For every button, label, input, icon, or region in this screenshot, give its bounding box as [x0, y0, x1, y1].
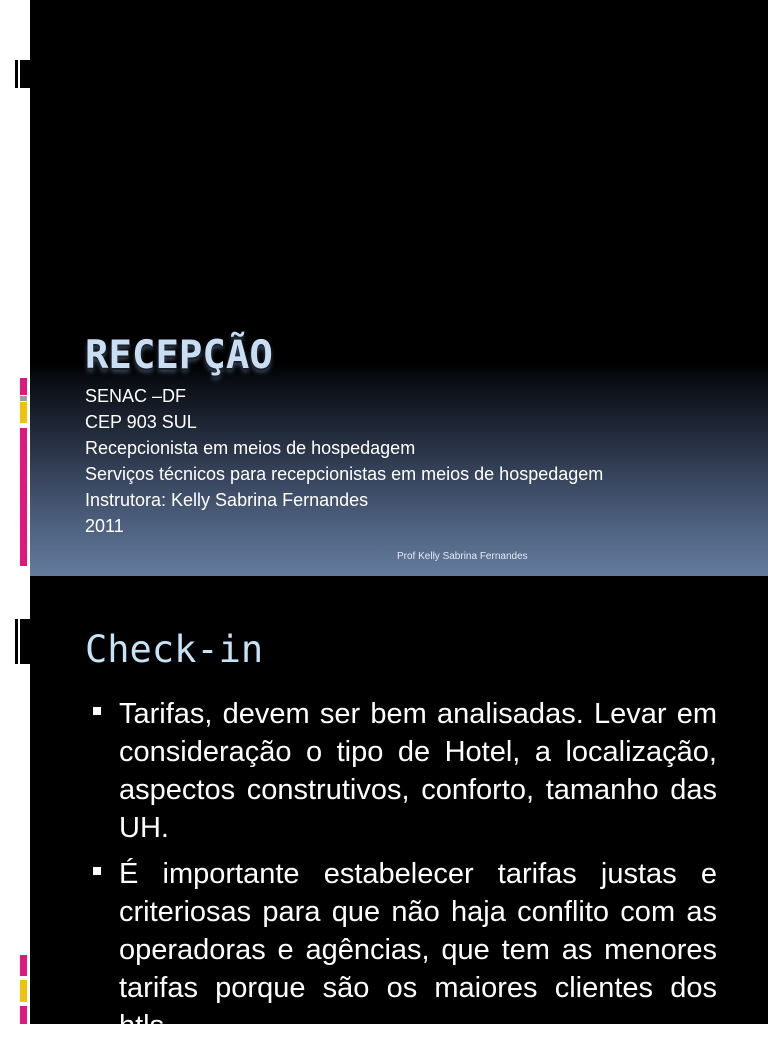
bullet-text: Tarifas, devem ser bem analisadas. Levar em consideração o tipo de Hotel, a localização, aspectos construtivos, conforto, tamanho das UH.: [119, 698, 717, 844]
list-item: [119, 695, 717, 847]
accent-bar-yellow: [20, 402, 27, 423]
slide-title: Check-in: [85, 628, 264, 671]
accent-bar-grey: [20, 396, 27, 401]
subtitle-line-institution: SENAC –DF: [85, 386, 187, 406]
square-bullet-icon: [93, 707, 101, 715]
subtitle-line-module: Serviços técnicos para recepcionistas em meios de hospedagem: [85, 464, 604, 484]
list-item: [119, 855, 717, 1045]
accent-bar-pink: [20, 1006, 27, 1024]
bullet-list: [119, 695, 717, 1053]
bullet-text: É importante estabelecer tarifas justas e criteriosas para que não haja conflito com as operadoras e agências, que tem as menores tarifas porque são os maiores clientes dos htls.: [119, 858, 717, 1042]
accent-bar-pink: [20, 428, 27, 566]
slide-subtitle: [85, 383, 603, 539]
content-slide: [30, 576, 768, 1042]
title-slide: [30, 0, 768, 576]
slide-edge-marker: [15, 60, 18, 88]
slide-edge-marker: [15, 619, 18, 664]
subtitle-line-year: 2011: [85, 516, 124, 536]
subtitle-line-instructor: Instrutora: Kelly Sabrina Fernandes: [85, 490, 369, 510]
slide-footer: Prof Kelly Sabrina Fernandes: [397, 551, 528, 562]
accent-bar-pink: [20, 378, 27, 395]
slide-edge-marker: [20, 60, 30, 88]
square-bullet-icon: [93, 867, 101, 875]
slide-edge-marker: [20, 619, 30, 664]
subtitle-line-course: Recepcionista em meios de hospedagem: [85, 438, 416, 458]
subtitle-line-location: CEP 903 SUL: [85, 412, 197, 432]
accent-bar-yellow: [20, 980, 27, 1002]
accent-bar-pink: [20, 955, 27, 976]
slide-title: RECEPÇÃO: [85, 333, 273, 378]
